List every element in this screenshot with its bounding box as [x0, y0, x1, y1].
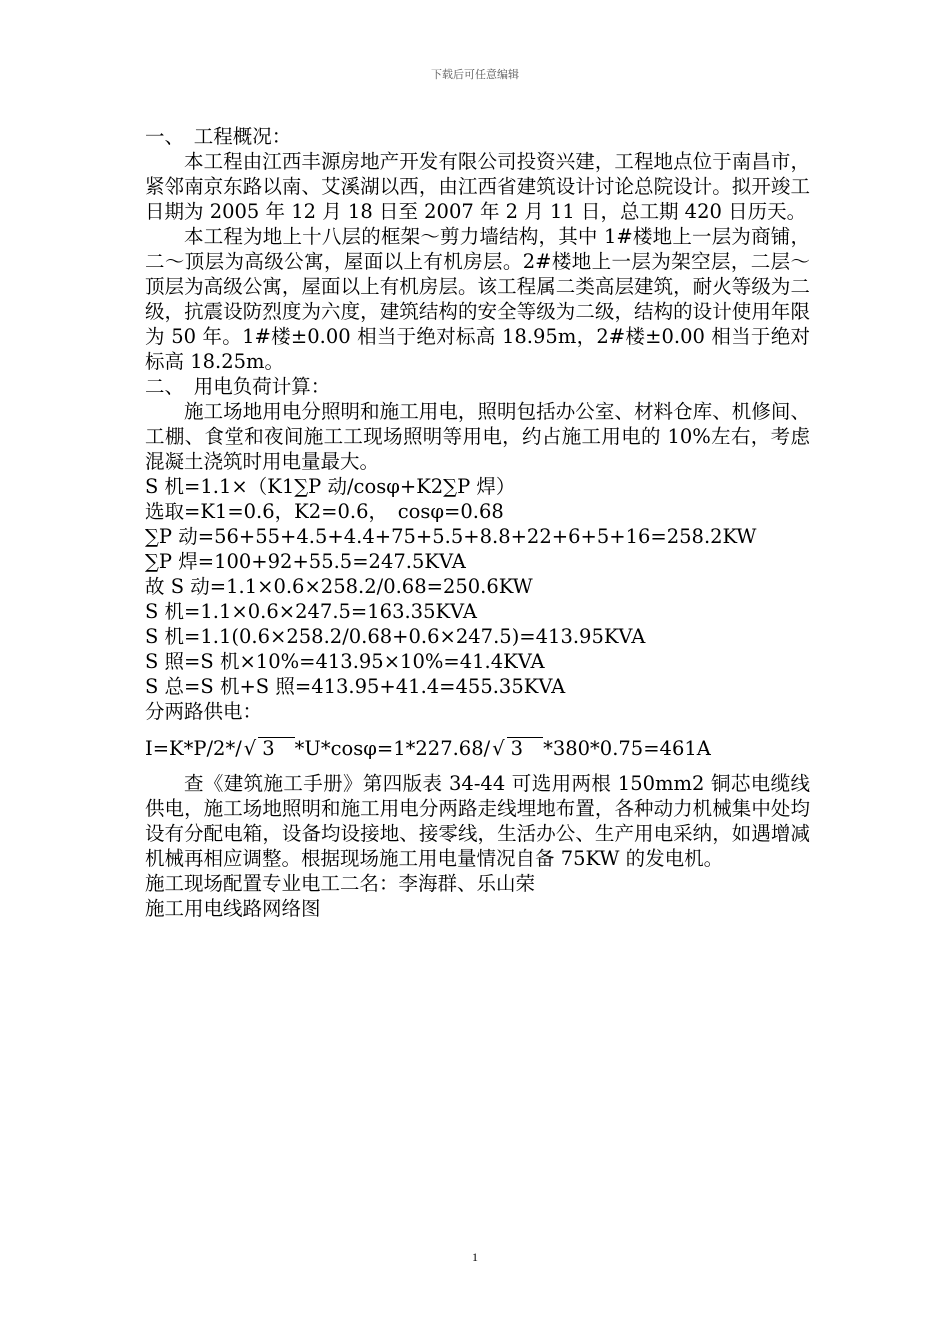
formula-line: S 机=1.1(0.6×258.2/0.68+0.6×247.5)=413.95KVA — [145, 625, 646, 648]
sqrt-radicand: 3 — [507, 737, 543, 760]
sqrt-radicand: 3 — [258, 737, 294, 760]
formula-line: 分两路供电： — [145, 700, 263, 723]
current-formula-part: *380*0.75=461A — [543, 737, 711, 760]
formula-line: S 机=1.1×（K1∑P 动/cosφ+K2∑P 焊） — [145, 475, 516, 498]
document-body — [145, 124, 810, 921]
formula-line: 故 S 动=1.1×0.6×258.2/0.68=250.6KW — [145, 575, 533, 598]
section1-paragraph-2: 本工程为地上十八层的框架～剪力墙结构，其中 1#楼地上一层为商铺，二～顶层为高级公寓，屋面以上有机房层。2#楼地上一层为架空层，二层～顶层为高级公寓，屋面以上有机房层。该工程属二类高层建筑，耐火等级为二级，抗震设防烈度为六度，建筑结构的安全等级为二级，结构的设计使用年限为 50 年。1#楼±0.00 相当于绝对标高 18.95m，2#楼±0.00 相当于绝对标高 18.25m。 — [145, 225, 810, 373]
current-formula-part: I=K*P/2*/ — [145, 737, 242, 760]
page-number: 1 — [472, 1250, 478, 1264]
diagram-title: 施工用电线路网络图 — [145, 897, 321, 920]
formula-line: S 照=S 机×10%=413.95×10%=41.4KVA — [145, 650, 545, 673]
formula-line: ∑P 焊=100+92+55.5=247.5KVA — [145, 550, 466, 573]
section1-heading: 一、 工程概况： — [145, 125, 292, 148]
current-formula-part: *U*cosφ=1*227.68/ — [294, 737, 491, 760]
formula-line: 选取=K1=0.6，K2=0.6， cosφ=0.68 — [145, 500, 504, 523]
current-formula — [145, 736, 810, 761]
formula-line: ∑P 动=56+55+4.5+4.4+75+5.5+8.8+22+6+5+16=258.2KW — [145, 525, 757, 548]
section2-paragraph-2: 查《建筑施工手册》第四版表 34-44 可选用两根 150mm2 铜芯电缆线供电，施工场地照明和施工用电分两路走线埋地布置，各种动力机械集中处均设有分配电箱，设备均设接地、接零线，生活办公、生产用电采纳，如遇增减机械再相应调整。根据现场施工用电量情况自备 75KW 的发电机。 — [145, 772, 810, 870]
sqrt-symbol: √ 3 — [242, 736, 295, 761]
formula-line: S 机=1.1×0.6×247.5=163.35KVA — [145, 600, 477, 623]
section2-paragraph-1: 施工场地用电分照明和施工用电，照明包括办公室、材料仓库、机修间、工棚、食堂和夜间施工工现场照明等用电，约占施工用电的 10%左右，考虑混凝土浇筑时用电量最大。 — [145, 400, 810, 473]
section1-paragraph-1: 本工程由江西丰源房地产开发有限公司投资兴建，工程地点位于南昌市，紧邻南京东路以南、艾溪湖以西，由江西省建筑设计讨论总院设计。拟开竣工日期为 2005 年 12 月 18 日至 2007 年 2 月 11 日，总工期 420 日历天。 — [145, 150, 810, 223]
header-note: 下载后可任意编辑 — [431, 68, 519, 81]
section2-heading: 二、 用电负荷计算： — [145, 375, 331, 398]
formula-line: S 总=S 机+S 照=413.95+41.4=455.35KVA — [145, 675, 566, 698]
sqrt-symbol: √ 3 — [490, 736, 543, 761]
electricians-line: 施工现场配置专业电工二名：李海群、乐山荣 — [145, 872, 536, 895]
